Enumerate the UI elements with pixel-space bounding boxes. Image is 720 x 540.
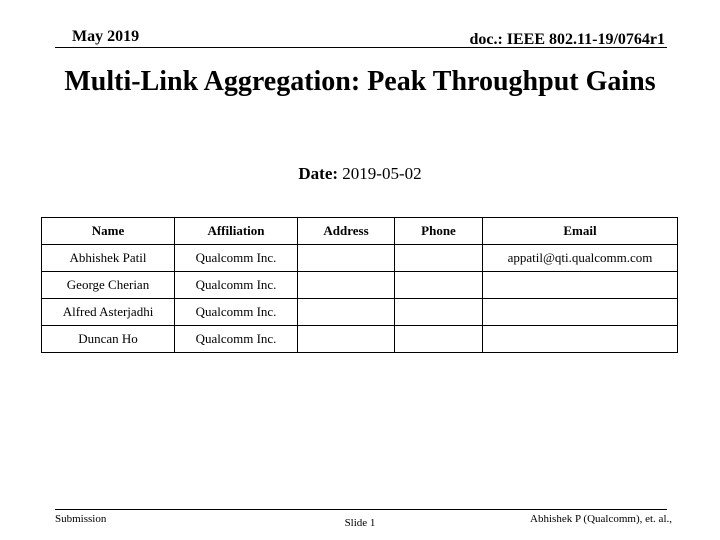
column-header-email: Email xyxy=(483,218,678,245)
cell-phone xyxy=(395,299,483,326)
cell-name: George Cherian xyxy=(42,272,175,299)
cell-affiliation: Qualcomm Inc. xyxy=(175,299,298,326)
table-header-row xyxy=(42,218,678,245)
date-value: 2019-05-02 xyxy=(342,164,422,183)
cell-address xyxy=(298,272,395,299)
cell-email xyxy=(483,272,678,299)
column-header-name: Name xyxy=(42,218,175,245)
cell-phone xyxy=(395,326,483,353)
table-row xyxy=(42,299,678,326)
cell-phone xyxy=(395,245,483,272)
authors-table xyxy=(41,217,678,353)
cell-address xyxy=(298,326,395,353)
column-header-address: Address xyxy=(298,218,395,245)
table-row xyxy=(42,326,678,353)
header-doc-id: doc.: IEEE 802.11-19/0764r1 xyxy=(469,31,665,48)
header-divider xyxy=(55,47,667,48)
slide-title: Multi-Link Aggregation: Peak Throughput Gains xyxy=(64,66,656,97)
table-row xyxy=(42,245,678,272)
footer-submission: Submission xyxy=(55,513,107,525)
header-date: May 2019 xyxy=(72,28,140,45)
date-label: Date: xyxy=(298,164,339,183)
column-header-affiliation: Affiliation xyxy=(175,218,298,245)
cell-name: Alfred Asterjadhi xyxy=(42,299,175,326)
date-line xyxy=(0,164,720,184)
footer-author: Abhishek P (Qualcomm), et. al., xyxy=(530,513,672,525)
cell-address xyxy=(298,245,395,272)
footer-slide-number: Slide 1 xyxy=(344,517,376,529)
cell-affiliation: Qualcomm Inc. xyxy=(175,245,298,272)
cell-name: Duncan Ho xyxy=(42,326,175,353)
cell-email xyxy=(483,299,678,326)
cell-affiliation: Qualcomm Inc. xyxy=(175,272,298,299)
table-row xyxy=(42,272,678,299)
cell-affiliation: Qualcomm Inc. xyxy=(175,326,298,353)
cell-address xyxy=(298,299,395,326)
footer-divider xyxy=(55,509,667,510)
cell-email xyxy=(483,326,678,353)
column-header-phone: Phone xyxy=(395,218,483,245)
cell-phone xyxy=(395,272,483,299)
cell-name: Abhishek Patil xyxy=(42,245,175,272)
cell-email: appatil@qti.qualcomm.com xyxy=(483,245,678,272)
